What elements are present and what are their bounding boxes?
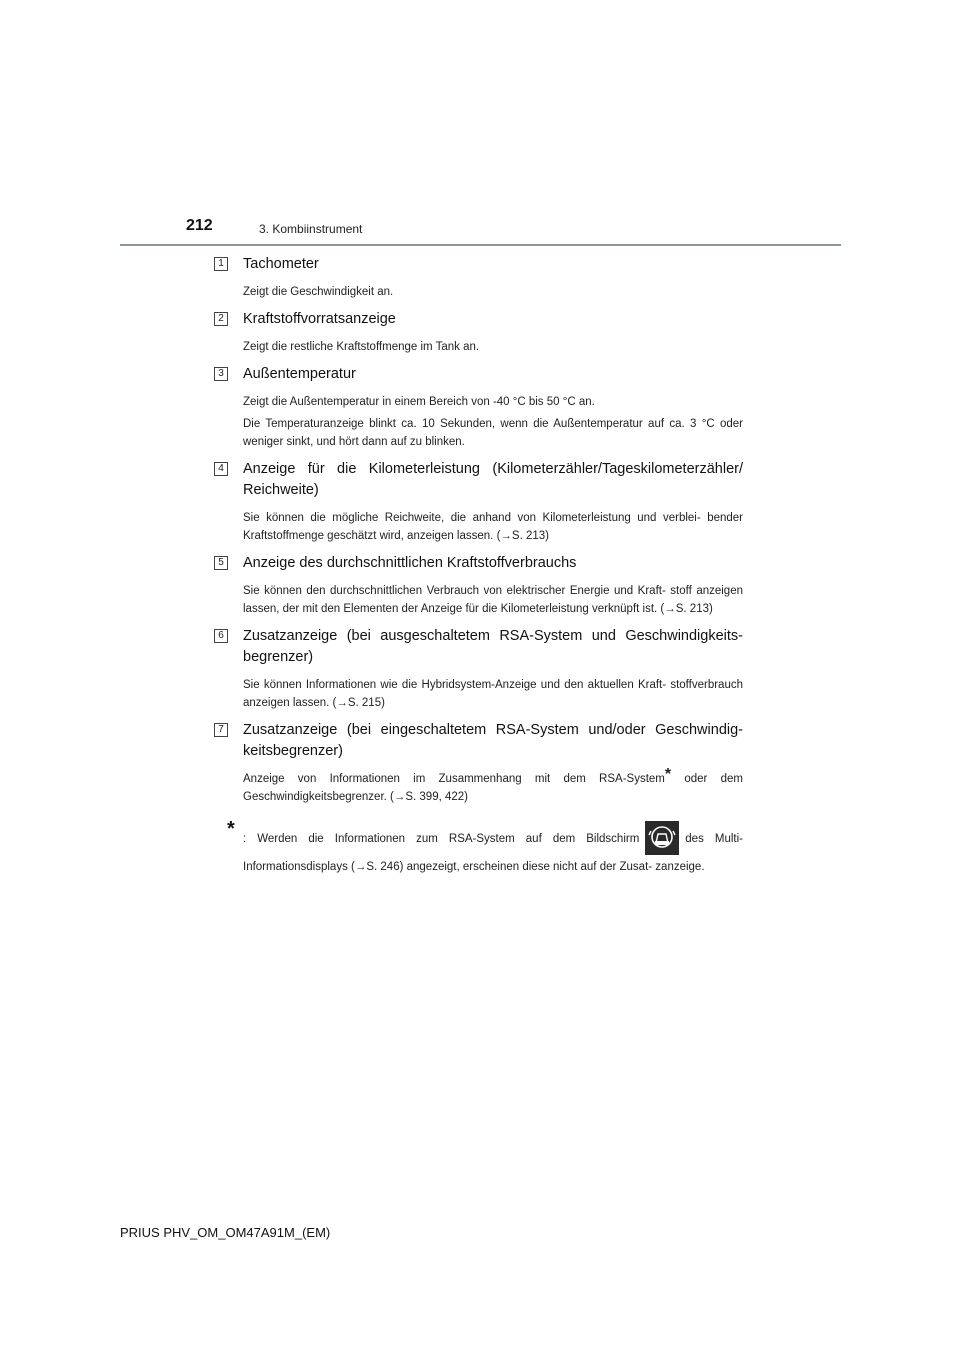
item-number: 2 — [214, 312, 228, 326]
item-text: Sie können die mögliche Reichweite, die anhand von Kilometerleistung und verblei- bender Kraftstoffmenge geschätzt wird, anzeigen lassen. (→S. 213) — [243, 512, 743, 542]
item-text: Zeigt die Geschwindigkeit an. — [243, 286, 394, 298]
item-number: 3 — [214, 367, 228, 381]
item-text-after: oder dem Geschwindigkeitsbegrenzer. (→S. 399, 422) — [243, 773, 744, 803]
list-item — [213, 254, 743, 301]
item-title: Außentemperatur — [243, 366, 356, 382]
content — [213, 254, 743, 882]
item-text: Sie können den durchschnittlichen Verbrauch von elektrischer Energie und Kraft- stoff anzeigen lassen, der mit den Elementen der Anzeige für die Kilometerleistung verknüpft ist. (→S. 213) — [243, 585, 743, 615]
item-text — [243, 766, 744, 806]
item-title: Anzeige des durchschnittlichen Kraftstoffverbrauchs — [243, 555, 577, 571]
item-text: Zeigt die restliche Kraftstoffmenge im Tank an. — [243, 341, 480, 353]
item-number: 6 — [214, 629, 228, 643]
footnote-text — [243, 822, 743, 878]
list-item — [213, 364, 743, 451]
item-text: Zeigt die Außentemperatur in einem Bereich von -40 °C bis 50 °C an. — [243, 396, 595, 408]
document-code: PRIUS PHV_OM_OM47A91M_(EM) — [120, 1225, 331, 1240]
item-text-before: Anzeige von Informationen im Zusammenhang mit dem RSA-System — [243, 773, 665, 785]
chapter-title: 3. Kombiinstrument — [259, 222, 363, 236]
footnote-asterisk: * — [227, 818, 235, 840]
list-item — [213, 626, 743, 712]
footnote-text-after: des Multi- Informationsdisplays (→S. 246) angezeigt, erscheinen diese nicht auf der Zusat- zanzeige. — [243, 833, 743, 873]
item-number: 4 — [214, 462, 228, 476]
item-title: Kraftstoffvorratsanzeige — [243, 311, 396, 327]
item-number: 7 — [214, 723, 228, 737]
list-item — [213, 459, 743, 545]
item-text: Sie können Informationen wie die Hybridsystem-Anzeige und den aktuellen Kraft- stoffverbrauch anzeigen lassen. (→S. 215) — [243, 679, 743, 709]
list-item — [213, 720, 743, 806]
item-title: Anzeige für die Kilometerleistung (Kilometerzähler/Tageskilometerzähler/ Reichweite) — [243, 461, 743, 498]
item-text: Die Temperaturanzeige blinkt ca. 10 Sekunden, wenn die Außentemperatur auf ca. 3 °C oder weniger sinkt, und hört dann auf zu blinken. — [243, 418, 743, 448]
item-title: Zusatzanzeige (bei ausgeschaltetem RSA-System und Geschwindigkeits- begrenzer) — [243, 628, 743, 665]
item-number: 5 — [214, 556, 228, 570]
item-number: 1 — [214, 257, 228, 271]
rsa-screen-icon — [645, 821, 679, 855]
list-item — [213, 309, 743, 356]
asterisk-mark: * — [664, 766, 672, 783]
header-rule — [120, 244, 841, 246]
footnote — [213, 818, 743, 878]
item-title: Zusatzanzeige (bei eingeschaltetem RSA-System und/oder Geschwindig- keitsbegrenzer) — [243, 722, 743, 759]
page-number: 212 — [186, 217, 213, 234]
list-item — [213, 553, 743, 618]
item-title: Tachometer — [243, 256, 319, 272]
footnote-text-before: : Werden die Informationen zum RSA-System auf dem Bildschirm — [243, 833, 640, 846]
